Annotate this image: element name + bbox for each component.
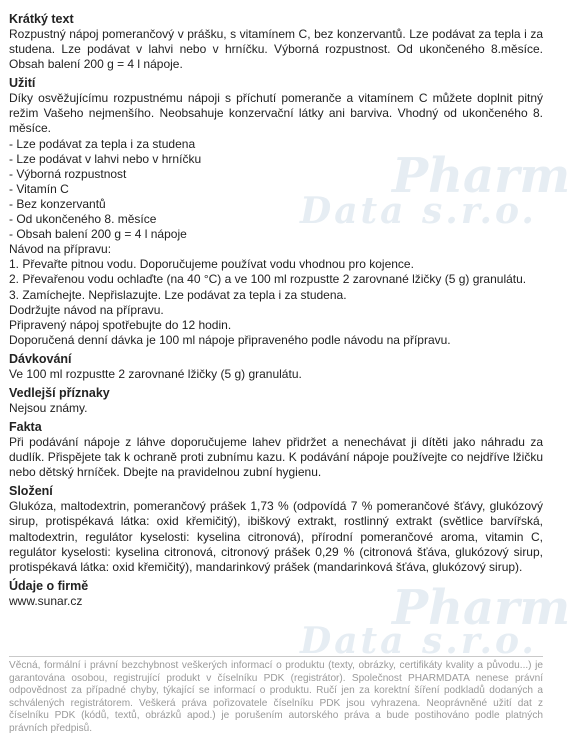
company-website: www.sunar.cz <box>9 593 83 608</box>
section-facts <box>9 419 543 480</box>
disclaimer: Věcná, formální i právní bezchybnost veškerých informací o produktu (texty, obrázky, certifikáty kvality a původu...) je garantována osobou, registrující produkt v číselníku PDK (registrátor). Společnost PHARMDATA nenese právní odpovědnost za případné chyby, týkající se informací o produktu. Ručí jen za korektní šíření podkladů dodaných a schválených registrátorem. Veškerá práva pořizovatele číselníku PDK jsou vyhrazena. Neoprávněné užití dat z číselníku PDK (kódů, textů, obrázků apod.) je porušením autorského práva a bude postihováno podle platných právních předpisů. <box>9 656 543 736</box>
watermark-data: Data s.r.o. <box>300 190 537 232</box>
composition-body: Glukóza, maltodextrin, pomerančový prášek 1,73 % (odpovídá 7 % pomerančové šťávy, glukózový sirup, protispékavá látka: oxid křemičitý), ibiškový extrakt, rostlinný extrakt (světlice barvířská, maltodextrin, regulátor kyselosti: kyselina citronová), přírodní pomerančové aroma, vitamin C, regulátor kyselosti: kyselina citronová, citronový prášek 0,29 % (citronová šťáva, glukózový sirup, protispékavá látka: oxid křemičitý), mandarinkový prášek (mandarinková šťáva, glukózový sirup). <box>9 499 543 574</box>
list-item: - Obsah balení 200 g = 4 l nápoje <box>9 227 187 242</box>
list-item: - Od ukončeného 8. měsíce <box>9 212 157 227</box>
watermark-pharm: Pharm <box>392 148 570 204</box>
usage-note: Dodržujte návod na přípravu. <box>9 302 164 317</box>
heading-composition: Složení <box>9 484 53 499</box>
side-effects-body: Nejsou známy. <box>9 400 88 415</box>
section-company <box>9 578 543 609</box>
preparation-step: 2. Převařenou vodu ochlaďte (na 40 °C) a ve 100 ml rozpustte 2 zarovnané lžičky (5 g) granulátu. <box>9 272 527 287</box>
section-dosage <box>9 351 543 382</box>
short-text-body: Rozpustný nápoj pomerančový v prášku, s vitamínem C, bez konzervantů. Lze podávat za tepla i za studena. Lze podávat v lahvi nebo v hrníčku. Výborná rozpustnost. Od ukončeného 8.měsíce. Obsah balení 200 g = 4 l nápoje. <box>9 27 543 72</box>
preparation-label: Návod na přípravu: <box>9 242 112 257</box>
usage-bullet-list <box>9 137 543 243</box>
list-item: - Výborná rozpustnost <box>9 166 127 181</box>
preparation-step: 1. Převařte pitnou vodu. Doporučujeme používat vodu vhodnou pro kojence. <box>9 257 414 272</box>
heading-dosage: Dávkování <box>9 351 72 366</box>
usage-note: Připravený nápoj spotřebujte do 12 hodin. <box>9 317 232 332</box>
list-item: - Vitamín C <box>9 181 69 196</box>
dosage-body: Ve 100 ml rozpustte 2 zarovnané lžičky (5 g) granulátu. <box>9 366 302 381</box>
section-usage <box>9 75 543 348</box>
list-item: - Lze podávat za tepla i za studena <box>9 136 196 151</box>
section-composition <box>9 483 543 574</box>
heading-side-effects: Vedlejší příznaky <box>9 385 110 400</box>
heading-short-text: Krátký text <box>9 12 74 26</box>
usage-note: Doporučená denní dávka je 100 ml nápoje připraveného podle návodu na přípravu. <box>9 332 451 347</box>
watermark-data-lower: Data s.r.o. <box>300 620 537 662</box>
section-side-effects <box>9 385 543 416</box>
heading-company: Údaje o firmě <box>9 578 89 593</box>
preparation-step: 3. Zamíchejte. Nepřislazujte. Lze podávat za tepla i za studena. <box>9 287 347 302</box>
watermark-pharm-lower: Pharm <box>392 580 570 636</box>
list-item: - Lze podávat v lahvi nebo v hrníčku <box>9 151 202 166</box>
usage-intro: Díky osvěžujícímu rozpustnému nápoji s příchutí pomeranče a vitamínem C můžete doplnit pitný režim Vašeho nejmenšího. Neobsahuje konzervační látky ani barviva. Vhodný od ukončeného 8. měsíce. <box>9 91 543 136</box>
product-info <box>9 11 543 612</box>
facts-body: Při podávání nápoje z láhve doporučujeme lahev přidržet a nenechávat ji dítěti jako náhradu za dudlík. Přispějete tak k ochraně proti zubnímu kazu. K podávání nápoje používejte co nejdříve lžičku nebo dětský hrníček. Dbejte na pravidelnou zubní hygienu. <box>9 435 543 480</box>
heading-usage: Užití <box>9 76 36 91</box>
section-short-text <box>9 11 543 72</box>
heading-facts: Fakta <box>9 420 42 435</box>
list-item: - Bez konzervantů <box>9 196 106 211</box>
